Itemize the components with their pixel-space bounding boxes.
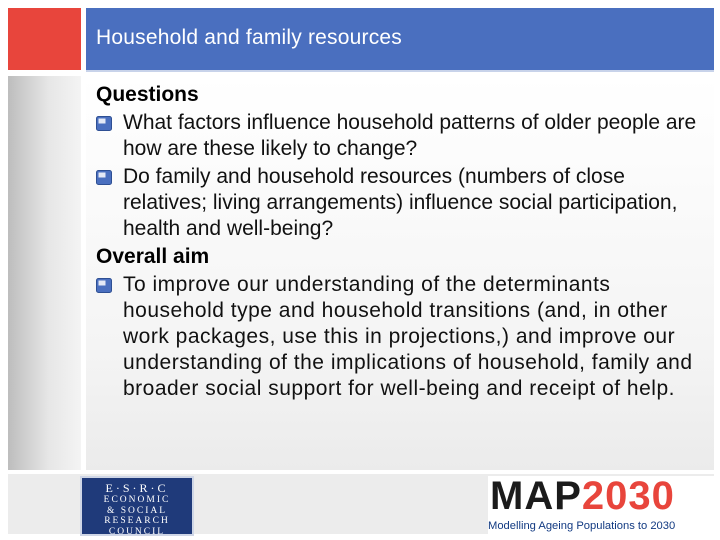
esrc-logo-line: E·S·R·C	[105, 481, 169, 495]
slide-title: Household and family resources	[96, 26, 402, 49]
map-wordmark-red: 2030	[581, 474, 675, 518]
esrc-logo	[80, 476, 194, 536]
map2030-tagline: Modelling Ageing Populations to 2030	[488, 518, 714, 534]
question-item-2	[96, 164, 704, 242]
question-text-2: Do family and household resources (numbers of close relatives; living arrangements) influence social participation, health and well-being?	[123, 165, 678, 240]
content-panel	[86, 76, 714, 470]
map2030-wordmark	[490, 475, 675, 517]
aim-heading: Overall aim	[96, 245, 210, 268]
map-wordmark-dark: MAP	[490, 474, 582, 518]
square-bullet-icon	[96, 170, 112, 185]
esrc-logo-line: RESEARCH	[104, 516, 170, 526]
questions-heading: Questions	[96, 83, 199, 106]
left-red-block	[8, 8, 81, 70]
aim-item-1	[96, 272, 704, 402]
esrc-logo-line: ECONOMIC	[103, 495, 171, 505]
square-bullet-icon	[96, 116, 112, 131]
esrc-logo-line: COUNCIL	[108, 526, 166, 537]
header-bar	[86, 8, 714, 72]
aim-text-1: To improve our understanding of the determinants household type and household transitions (and, in other work packages, use this in projections,) and improve our understanding of the implications of household, family and broader social support for well-being and receipt of help.	[123, 273, 693, 400]
esrc-logo-line: & SOCIAL	[106, 505, 168, 516]
square-bullet-icon	[96, 278, 112, 293]
question-text-1: What factors influence household patterns of older people are how are these likely to change?	[123, 111, 697, 160]
left-gray-gradient	[8, 76, 81, 470]
map2030-logo	[488, 476, 714, 536]
question-item-1	[96, 110, 704, 162]
